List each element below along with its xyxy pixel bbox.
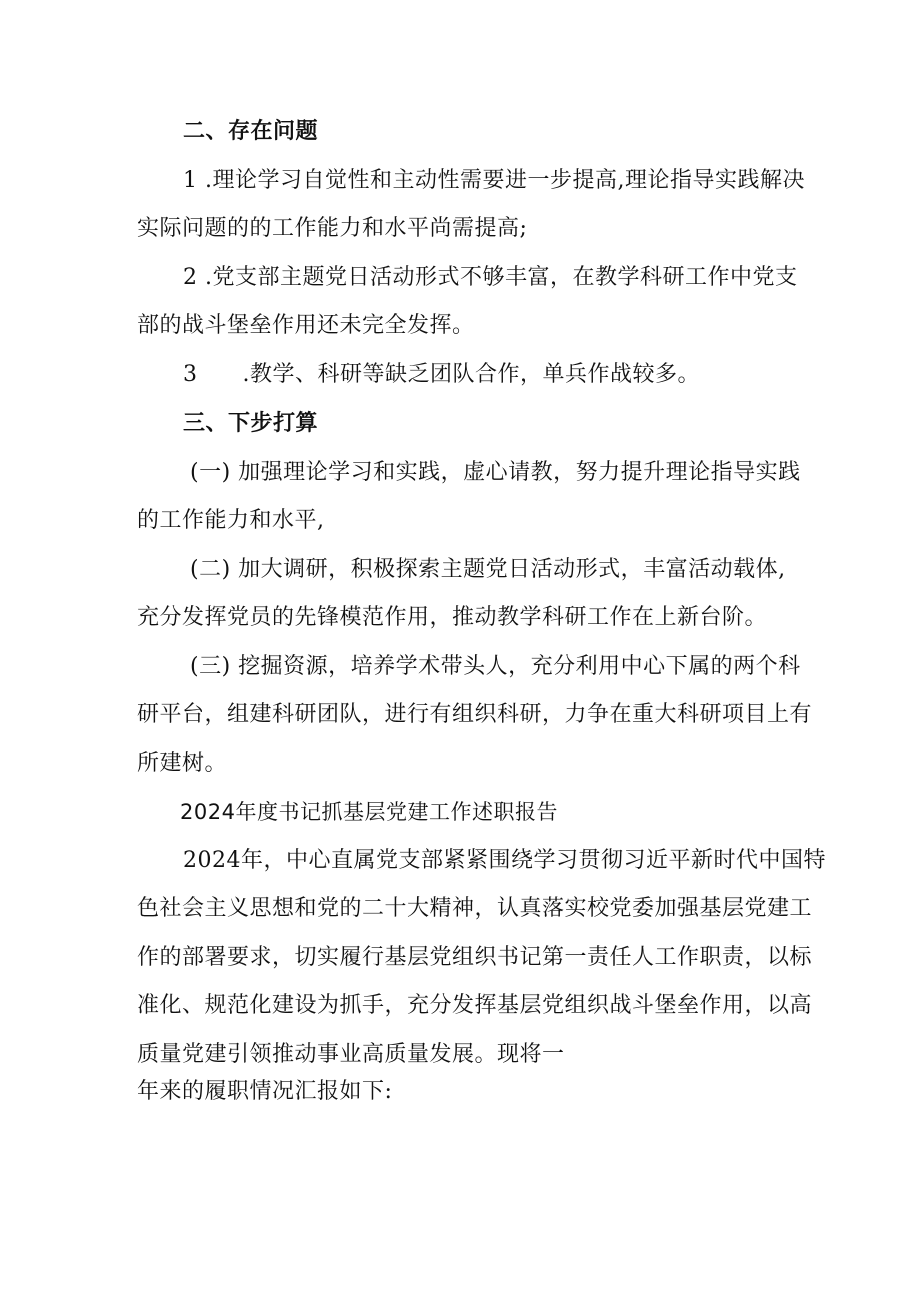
plan-item-3-line-1: (三) 挖掘资源，培养学术带头人，充分利用中心下属的两个科 [190, 654, 801, 679]
problem-item-2-line-1: 2 .党支部主题党日活动形式不够丰富，在教学科研工作中党支 [183, 265, 798, 290]
report-title: 2024年度书记抓基层党建工作述职报告 [180, 800, 558, 824]
plan-item-3-line-3: 所建树。 [137, 751, 228, 776]
report-body-line-3: 作的部署要求，切实履行基层党组织书记第一责任人工作职责，以标 [137, 945, 813, 970]
problem-item-1-line-1: 1 .理论学习自觉性和主动性需要进一步提高,理论指导实践解决 [183, 168, 805, 193]
plan-item-1-line-2: 的工作能力和水平, [137, 508, 325, 533]
plan-item-2-line-2: 充分发挥党员的先锋模范作用，推动教学科研工作在上新台阶。 [137, 605, 768, 630]
report-body-line-6: 年来的履职情况汇报如下: [137, 1079, 393, 1104]
plan-item-3-line-2: 研平台，组建科研团队，进行有组织科研，力争在重大科研项目上有 [137, 702, 813, 727]
report-body-line-2: 色社会主义思想和党的二十大精神，认真落实校党委加强基层党建工 [137, 896, 813, 921]
report-body-line-5: 质量党建引领推动事业高质量发展。现将一 [137, 1042, 565, 1067]
problem-item-2-line-2: 部的战斗堡垒作用还未完全发挥。 [137, 313, 475, 338]
report-body-line-4: 准化、规范化建设为抓手，充分发挥基层党组织战斗堡垒作用，以高 [137, 993, 813, 1018]
problem-item-3: 3 .教学、科研等缺乏团队合作，单兵作战较多。 [183, 362, 700, 387]
report-body-line-1: 2024年，中心直属党支部紧紧围绕学习贯彻习近平新时代中国特 [183, 848, 826, 873]
section-heading-problems: 二、存在问题 [183, 119, 319, 144]
plan-item-2-line-1: (二) 加大调研，积极探索主题党日活动形式，丰富活动载体, [190, 557, 786, 582]
plan-item-1-line-1: (一) 加强理论学习和实践，虚心请教，努力提升理论指导实践 [190, 460, 801, 485]
section-heading-next-steps: 三、下步打算 [183, 411, 319, 436]
problem-item-1-line-2: 实际问题的的工作能力和水平尚需提高; [137, 216, 528, 241]
